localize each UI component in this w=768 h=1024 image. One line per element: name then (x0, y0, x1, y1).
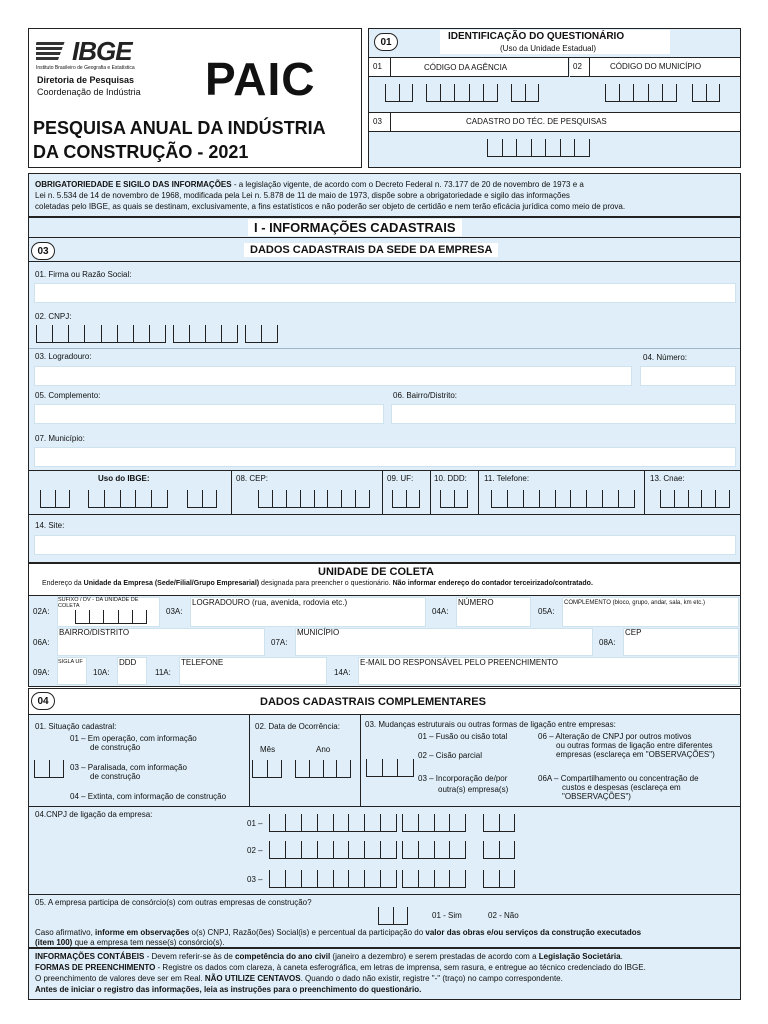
agency-code-input-c[interactable] (511, 84, 539, 102)
c11-label: 11A: (155, 668, 171, 677)
uso-ibge-input-a[interactable] (40, 490, 70, 508)
sim-label: 01 - Sim (432, 911, 462, 920)
telefone-label: 11. Telefone: (484, 474, 530, 483)
uf-input[interactable] (392, 490, 420, 508)
cep-label: 08. CEP: (236, 474, 269, 483)
cnpj-lig-03-c[interactable] (483, 870, 515, 888)
q03-opt3a: 03 – Incorporação de/por (418, 774, 508, 783)
q01-opt1b: de construção (90, 743, 141, 752)
cnpj-lig-01-a[interactable] (269, 814, 397, 832)
cnpj-lig-02-a[interactable] (269, 841, 397, 859)
q03-opt6Aa: 06A – Compartilhamento ou concentração de (538, 774, 699, 783)
c03-label: 03A: (166, 607, 183, 616)
f02-num: 02 (573, 62, 582, 71)
footer-line-1: INFORMAÇÕES CONTÁBEIS - Devem referir-se às de competência do ano civil (janeiro a dezembro) e serem prestadas de acordo com a Legislação Societária. (35, 952, 623, 961)
q03-opt2: 02 – Cisão parcial (418, 751, 483, 760)
cnpj-lig-02-b[interactable] (402, 841, 466, 859)
ident-title: IDENTIFICAÇÃO DO QUESTIONÁRIO (448, 31, 625, 42)
cnae-label: 13. Cnae: (650, 474, 685, 483)
survey-title-1: PESQUISA ANUAL DA INDÚSTRIA (33, 118, 326, 138)
municipio-input[interactable] (34, 447, 736, 467)
sufixo-label: SUFIXO / DV - DA UNIDADE DE COLETA (58, 597, 139, 609)
ano-input[interactable] (295, 760, 351, 778)
c06-label: 06A: (33, 638, 50, 647)
section1-panel (28, 217, 741, 563)
footer-line-3: O preenchimento de valores deve ser em Real. NÃO UTILIZE CENTAVOS. Quando o dado não existir, registre "-" (traço) no campo correspondente. (35, 974, 563, 983)
cep-coleta-label: CEP (625, 628, 642, 637)
c02-label: 02A: (33, 607, 50, 616)
q03-opt6c: empresas (esclareça em "OBSERVAÇÕES") (556, 750, 715, 759)
site-input[interactable] (34, 535, 736, 555)
ano-label: Ano (316, 745, 331, 754)
c14-label: 14A: (334, 668, 351, 677)
complemento-input[interactable] (34, 404, 384, 424)
cnpj-lig-02-c[interactable] (483, 841, 515, 859)
c09-label: 09A: (33, 668, 50, 677)
complemento-label: 05. Complemento: (35, 391, 101, 400)
coleta-title: UNIDADE DE COLETA (318, 566, 434, 578)
tel-coleta-label: TELEFONE (181, 658, 224, 667)
ddd-coleta-label: DDD (119, 658, 137, 667)
ident-subtitle: (Uso da Unidade Estadual) (500, 44, 597, 53)
q01-opt3: 03 – Paralisada, com informação (70, 763, 187, 772)
uso-ibge-label: Uso do IBGE: (98, 474, 150, 483)
cnpj-lig-03-b[interactable] (402, 870, 466, 888)
sigla-label: SIGLA UF (58, 659, 83, 665)
municipio-label: CÓDIGO DO MUNICÍPIO (610, 62, 702, 71)
coleta-desc: Endereço da Unidade da Empresa (Sede/Filial/Grupo Empresarial) designada para preencher o questionário. Não informar endereço do contador terceirizado/contratado. (42, 580, 593, 587)
survey-title-2: DA CONSTRUÇÃO - 2021 (33, 142, 249, 162)
logr-label: LOGRADOURO (rua, avenida, rodovia etc.) (192, 598, 348, 607)
section3-number: 03 (31, 242, 55, 260)
ddd-input[interactable] (440, 490, 468, 508)
q03-opt1: 01 – Fusão ou cisão total (418, 732, 508, 741)
bairro-coleta-label: BAIRRO/DISTRITO (59, 628, 130, 637)
site-label: 14. Site: (35, 521, 65, 530)
agency-code-input-b[interactable] (426, 84, 498, 102)
c05-label: 05A: (538, 607, 555, 616)
obrig-text-2: Lei n. 5.534 de 14 de novembro de 1968, modificada pela Lei n. 5.878 de 11 de maio de 1973, dispõe sobre a obrigatoriedade e sigilo das informações (35, 191, 570, 200)
f01-num: 01 (373, 62, 382, 71)
email-coleta-label: E-MAIL DO RESPONSÁVEL PELO PREENCHIMENTO (360, 658, 558, 667)
cnpj-lig-01-b[interactable] (402, 814, 466, 832)
ident-number: 01 (374, 33, 398, 51)
q03-opt6a: 06 – Alteração de CNPJ por outros motivos (538, 732, 692, 741)
footer-line-2: FORMAS DE PREENCHIMENTO - Registre os dados com clareza, à caneta esferográfica, em letras de imprensa, sem rasura, e entregue ao técnico credenciado do IBGE. (35, 963, 646, 972)
cep-input[interactable] (258, 490, 370, 508)
cnpj-input-c[interactable] (245, 325, 278, 343)
logo-text: IBGE (72, 36, 132, 66)
tecnico-code-input[interactable] (487, 139, 590, 157)
c04-label: 04A: (432, 607, 449, 616)
agency-label: CÓDIGO DA AGÊNCIA (424, 63, 508, 72)
telefone-input[interactable] (491, 490, 635, 508)
logradouro-label: 03. Logradouro: (35, 352, 92, 361)
q04-label: 04.CNPJ de ligação da empresa: (35, 810, 153, 819)
section3-subtitle: DADOS CADASTRAIS DA SEDE DA EMPRESA (244, 243, 498, 257)
consorcio-input[interactable] (378, 907, 408, 925)
q03-opt6Ac: "OBSERVAÇÕES") (562, 792, 631, 801)
mes-label: Mês (260, 745, 276, 754)
razao-input[interactable] (34, 283, 736, 303)
mun-coleta-label: MUNICÍPIO (297, 628, 340, 637)
compl-label: COMPLEMENTO (bloco, grupo, andar, sala, km etc.) (564, 600, 705, 606)
ddd-label: 10. DDD: (434, 474, 467, 483)
cnpj-lig-03-label: 03 – (247, 875, 263, 884)
c08-label: 08A: (599, 638, 616, 647)
survey-code: PAIC (205, 53, 316, 105)
cnpj-lig-01-label: 01 – (247, 819, 263, 828)
mes-input[interactable] (252, 760, 282, 778)
q05-label: 05. A empresa participa de consórcio(s) com outras empresas de construção? (35, 898, 312, 907)
cnpj-lig-02-label: 02 – (247, 846, 263, 855)
q03-opt3b: outra(s) empresa(s) (438, 785, 509, 794)
numero-input[interactable] (640, 366, 736, 386)
section4-number: 04 (31, 692, 55, 710)
razao-label: 01. Firma ou Razão Social: (35, 270, 132, 279)
obrig-text-3: coletadas pelo IBGE, as quais se destinam, exclusivamente, a fins estatísticos e não poderão ser objeto de certidão e nem terão eficácia jurídica como meio de prova. (35, 202, 626, 211)
cnpj-input-a[interactable] (36, 325, 166, 343)
cnpj-label: 02. CNPJ: (35, 312, 72, 321)
cnpj-lig-03-a[interactable] (269, 870, 397, 888)
footer-line-4: Antes de iniciar o registro das informações, leia as instruções para o preenchimento do questionário. (35, 985, 422, 994)
q01-label: 01. Situação cadastral: (35, 722, 117, 731)
bairro-input[interactable] (391, 404, 736, 424)
numero-label: 04. Número: (643, 353, 688, 362)
c07-label: 07A: (271, 638, 288, 647)
section1-title: I - INFORMAÇÕES CADASTRAIS (248, 219, 462, 236)
q03-label: 03. Mudanças estruturais ou outras formas de ligação entre empresas: (365, 720, 616, 729)
uso-ibge-input-b[interactable] (88, 490, 168, 508)
q01-opt1: 01 – Em operação, com informação (70, 734, 197, 743)
cnpj-lig-01-c[interactable] (483, 814, 515, 832)
municipio-code-input-a[interactable] (605, 84, 677, 102)
section4-title: DADOS CADASTRAIS COMPLEMENTARES (254, 695, 492, 709)
uso-ibge-input-c[interactable] (187, 490, 217, 508)
bairro-label: 06. Bairro/Distrito: (393, 391, 458, 400)
obrig-text-1: OBRIGATORIEDADE E SIGILO DAS INFORMAÇÕES - a legislação vigente, de acordo com o Decreto Federal n. 73.177 de 20 de novembro de 1973 e a (35, 180, 584, 189)
q02-label: 02. Data de Ocorrência: (255, 722, 340, 731)
cnae-input[interactable] (660, 490, 730, 508)
mudancas-input[interactable] (366, 759, 414, 777)
logo-subtitle: Instituto Brasileiro de Geografia e Estatística (36, 65, 135, 71)
q03-opt6Ab: custos e despesas (esclareça em (562, 783, 681, 792)
dept-label: Diretoria de Pesquisas (37, 75, 135, 85)
municipio-coleta-input[interactable] (295, 628, 593, 656)
q01-opt3b: de construção (90, 772, 141, 781)
q01-opt4: 04 – Extinta, com informação de construção (70, 792, 227, 801)
f03-num: 03 (373, 117, 382, 126)
q03-opt6b: ou outras formas de ligação entre diferentes (556, 741, 713, 750)
situacao-input[interactable] (34, 760, 64, 778)
tecnico-label: CADASTRO DO TÉC. DE PESQUISAS (466, 117, 607, 126)
coord-label: Coordenação de Indústria (37, 87, 141, 97)
q05-note-1: Caso afirmativo, informe em observações o(s) CNPJ, Razão(ões) Social(is) e percentual da participação do valor das obras e/ou serviços da construção executados (35, 928, 642, 937)
num-label: NÚMERO (458, 598, 494, 607)
c10-label: 10A: (93, 668, 110, 677)
municipio-field-label: 07. Município: (35, 434, 85, 443)
nao-label: 02 - Não (488, 911, 519, 920)
logradouro-input[interactable] (34, 366, 632, 386)
sufixo-input[interactable] (75, 610, 147, 624)
municipio-code-input-b[interactable] (692, 84, 720, 102)
agency-code-input-a[interactable] (385, 84, 413, 102)
cnpj-input-b[interactable] (173, 325, 238, 343)
uf-label: 09. UF: (387, 474, 414, 483)
q05-note-2: (item 100) que a empresa tem nesse(s) consórcio(s). (35, 938, 225, 947)
